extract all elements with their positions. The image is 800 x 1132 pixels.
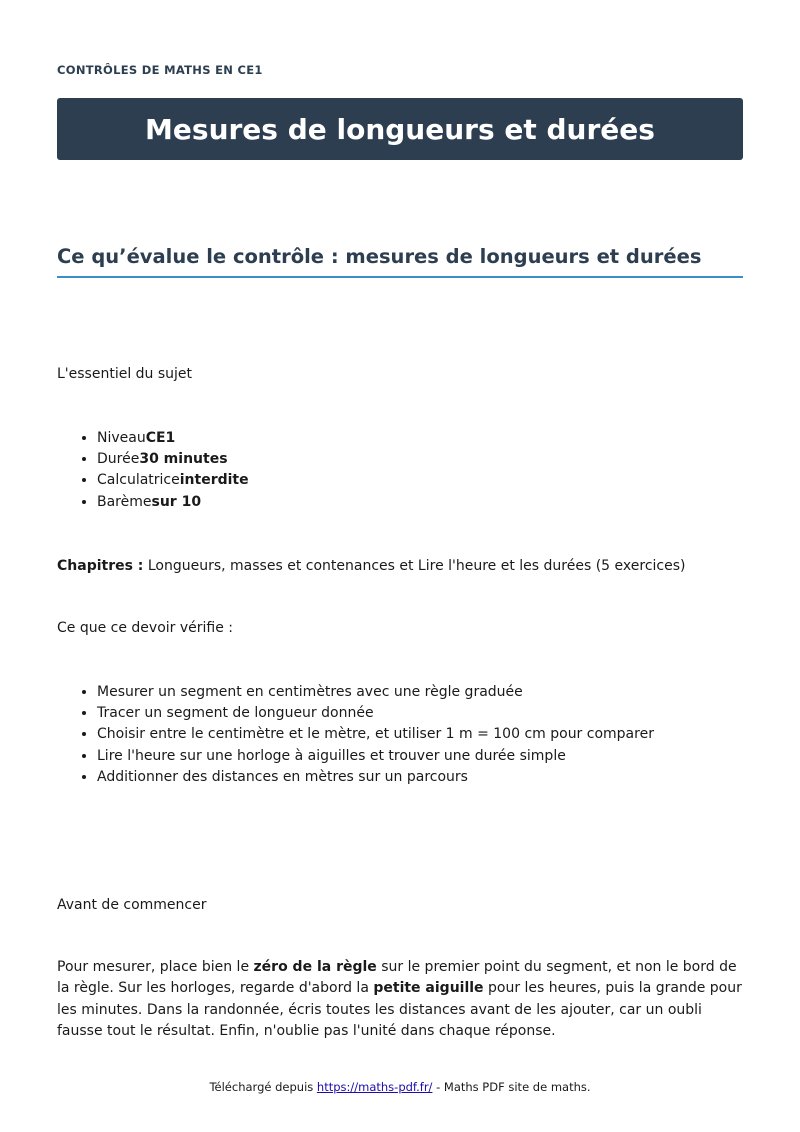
list-item: • Calculatriceinterdite bbox=[97, 470, 249, 491]
footer-link[interactable]: https://maths-pdf.fr/ bbox=[316, 1080, 433, 1094]
title-banner bbox=[57, 98, 743, 160]
list-item: • NiveauCE1 bbox=[97, 428, 249, 449]
list-item: • Choisir entre le centimètre et le mètre, et utiliser 1 m = 100 cm pour comparer bbox=[97, 724, 654, 745]
list-item: • Tracer un segment de longueur donnée bbox=[97, 703, 654, 724]
essentiel-list bbox=[57, 428, 249, 513]
list-item: • Lire l'heure sur une horloge à aiguilles et trouver une durée simple bbox=[97, 746, 654, 767]
list-item: • Additionner des distances en mètres sur un parcours bbox=[97, 767, 654, 788]
avant-paragraph: Pour mesurer, place bien le zéro de la règle sur le premier point du segment, et non le bord de la règle. Sur les horloges, regarde d'abord la petite aiguille pour les heures, puis la grande pour les minutes. Dans la randonnée, écris toutes les distances avant de les ajouter, car un oubli fausse tout le résultat. Enfin, n'oublie pas l'unité dans chaque réponse. bbox=[57, 959, 742, 1039]
list-item: • Durée30 minutes bbox=[97, 449, 249, 470]
page-footer: Téléchargé depuis https://maths-pdf.fr/ - Maths PDF site de maths. bbox=[209, 1080, 591, 1094]
chapitres-text: Longueurs, masses et contenances et Lire l'heure et les durées (5 exercices) bbox=[143, 558, 686, 574]
essentiel-label: L'essentiel du sujet bbox=[57, 366, 193, 382]
chapitres-line bbox=[57, 556, 685, 577]
page-title: Mesures de longueurs et durées bbox=[145, 112, 655, 146]
list-item: • Mesurer un segment en centimètres avec une règle graduée bbox=[97, 682, 654, 703]
chapitres-label: Chapitres : bbox=[57, 558, 144, 574]
verifie-list bbox=[57, 682, 654, 788]
page-kicker: CONTRÔLES DE MATHS EN CE1 bbox=[57, 63, 263, 77]
list-item: • Barèmesur 10 bbox=[97, 492, 249, 513]
verifie-label: Ce que ce devoir vérifie : bbox=[57, 620, 234, 636]
avant-label: Avant de commencer bbox=[57, 897, 207, 913]
section-title: Ce qu’évalue le contrôle : mesures de longueurs et durées bbox=[57, 245, 743, 278]
